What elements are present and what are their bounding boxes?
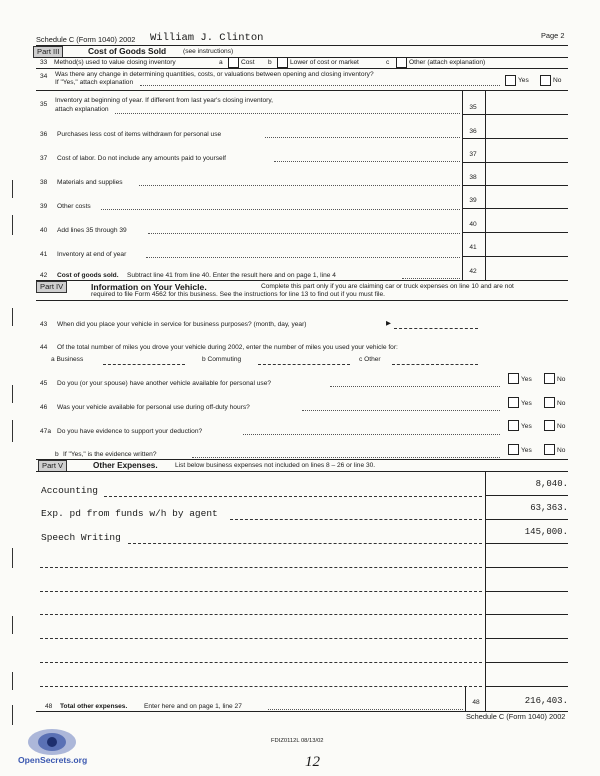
line44-num: 44 (40, 344, 48, 351)
line44-business-miles-field[interactable] (103, 364, 185, 365)
margin-mark (12, 308, 13, 326)
line48-num: 48 (45, 703, 53, 710)
margin-mark (12, 705, 13, 725)
leader-dots (115, 113, 460, 114)
line35-num: 35 (40, 101, 48, 108)
leader-dots (302, 410, 500, 411)
line39-rule (462, 208, 568, 209)
line39-num: 39 (40, 203, 48, 210)
leader-dots (268, 709, 463, 710)
expense-row-line (128, 543, 482, 544)
line43-text: When did you place your vehicle in service for business purposes? (month, day, year) (57, 321, 307, 328)
expense-amount-rule (485, 567, 568, 568)
line33-cost-checkbox[interactable] (228, 57, 239, 68)
margin-mark (12, 180, 13, 198)
line37-num: 37 (40, 155, 48, 162)
line45-no-label: No (557, 376, 566, 383)
line40-text: Add lines 35 through 39 (57, 227, 127, 234)
leader-dots (243, 434, 500, 435)
part5-rule (36, 471, 568, 472)
line45-yes-checkbox[interactable] (508, 373, 519, 384)
expense-description: Speech Writing (41, 532, 121, 543)
line47b-no-label: No (557, 447, 566, 454)
part3-title: Cost of Goods Sold (88, 46, 167, 56)
line45-text: Do you (or your spouse) have another vehicle available for personal use? (57, 380, 272, 387)
expense-amount-rule (485, 686, 568, 687)
part4-desc1: Complete this part only if you are claiming car or truck expenses on line 10 and are not (261, 283, 514, 290)
line33-a-letter: a (219, 59, 223, 66)
line45-no-checkbox[interactable] (544, 373, 555, 384)
line40-rule (462, 232, 568, 233)
footer-code: FDIZ0112L 08/13/02 (271, 738, 324, 744)
line37-rule (462, 162, 568, 163)
line33-lower-checkbox[interactable] (277, 57, 288, 68)
expense-amount-column-divider (485, 471, 486, 686)
opensecrets-logo (18, 726, 86, 770)
line45-num: 45 (40, 380, 48, 387)
form-label: Schedule C (Form 1040) 2002 (36, 35, 136, 44)
margin-mark (12, 548, 13, 568)
handwritten-page-number: 12 (305, 754, 320, 770)
leader-dots (139, 185, 460, 186)
watermark-text: OpenSecrets.org (18, 755, 88, 765)
leader-dots (402, 278, 460, 279)
leader-dots (101, 209, 460, 210)
line43-arrow: ▶ (386, 320, 392, 327)
expense-blank-row (40, 662, 482, 663)
line46-yes-checkbox[interactable] (508, 397, 519, 408)
expense-blank-row (40, 686, 482, 687)
line44-a-label: a Business (51, 356, 84, 363)
taxpayer-name: William J. Clinton (150, 32, 264, 44)
line36-num: 36 (40, 131, 48, 138)
line48-box: 48 (472, 699, 480, 706)
line34-text2: If "Yes," attach explanation (55, 79, 134, 86)
line41-num: 41 (40, 251, 48, 258)
part4-label: Part IV (36, 281, 67, 293)
line46-text: Was your vehicle available for personal use during off-duty hours? (57, 404, 250, 411)
line47b-text: If "Yes," is the evidence written? (63, 451, 157, 458)
expense-blank-row (40, 614, 482, 615)
line47a-num: 47a (40, 428, 52, 435)
line38-box: 38 (469, 174, 477, 181)
line38-rule (462, 185, 568, 186)
line39-text: Other costs (57, 203, 91, 210)
line42-text: Subtract line 41 from line 40. Enter the result here and on page 1, line 4 (127, 272, 336, 279)
line33-c-letter: c (386, 59, 390, 66)
line35-box: 35 (469, 104, 477, 111)
part3-label: Part III (33, 46, 63, 58)
part5-subtitle: List below business expenses not included on lines 8 – 26 or line 30. (175, 462, 376, 469)
leader-dots (265, 137, 460, 138)
page-label: Page 2 (541, 31, 565, 40)
line47a-yes-label: Yes (521, 423, 532, 430)
line47a-text: Do you have evidence to support your deduction? (57, 428, 203, 435)
line33-text: Method(s) used to value closing inventory (54, 59, 176, 66)
line33-b-letter: b (268, 59, 272, 66)
line43-num: 43 (40, 321, 48, 328)
line42-num: 42 (40, 272, 48, 279)
line40-box: 40 (469, 221, 477, 228)
part3-rule (36, 57, 568, 58)
expense-amount: 63,363. (530, 503, 568, 513)
line47a-no-checkbox[interactable] (544, 420, 555, 431)
leader-dots (146, 257, 460, 258)
footer-form-label: Schedule C (Form 1040) 2002 (466, 712, 566, 721)
line46-num: 46 (40, 404, 48, 411)
line45-yes-label: Yes (521, 376, 532, 383)
line44-other-miles-field[interactable] (392, 364, 478, 365)
line41-rule (462, 256, 568, 257)
part3-bottom-rule (36, 280, 568, 281)
expense-amount: 8,040. (535, 479, 568, 489)
line43-date-field[interactable] (394, 328, 478, 329)
part3-subtitle: (see instructions) (183, 48, 234, 55)
line47b-num: b (55, 451, 59, 458)
line38-text: Materials and supplies (57, 179, 123, 186)
line47b-yes-label: Yes (521, 447, 532, 454)
line41-text: Inventory at end of year (57, 251, 127, 258)
line34-no-checkbox[interactable] (540, 75, 551, 86)
line34-yes-label: Yes (518, 77, 529, 84)
line37-text: Cost of labor. Do not include any amounts paid to yourself (57, 155, 226, 162)
line41-box: 41 (469, 244, 477, 251)
expense-amount-rule (485, 638, 568, 639)
line33-other-checkbox[interactable] (396, 57, 407, 68)
part4-bottom-rule (36, 459, 568, 460)
line46-yes-label: Yes (521, 400, 532, 407)
line44-text: Of the total number of miles you drove your vehicle during 2002, enter the number of miles you used your vehicle for: (57, 344, 398, 351)
leader-dots (274, 161, 460, 162)
line48-text: Enter here and on page 1, line 27 (144, 703, 242, 710)
line48-bold: Total other expenses. (60, 703, 128, 710)
line44-commuting-miles-field[interactable] (258, 364, 350, 365)
part5-title: Other Expenses. (93, 461, 158, 470)
line33-rule (36, 68, 568, 69)
line38-num: 38 (40, 179, 48, 186)
line33-cost-label: Cost (241, 59, 255, 66)
line44-c-label: c Other (359, 356, 381, 363)
line46-no-label: No (557, 400, 566, 407)
expense-description: Accounting (41, 485, 99, 496)
line47b-no-checkbox[interactable] (544, 444, 555, 455)
leader-dots (192, 457, 500, 458)
part4-desc2: required to file Form 4562 for this business. See the instructions for line 13 to find out if you must file. (91, 291, 385, 298)
line35-rule (462, 114, 568, 115)
line36-box: 36 (469, 128, 477, 135)
line42-bold: Cost of goods sold. (57, 272, 119, 279)
line42-box: 42 (469, 268, 477, 275)
line33-other-label: Other (attach explanation) (409, 59, 486, 66)
expense-description: Exp. pd from funds w/h by agent (41, 508, 218, 519)
expense-amount-rule (485, 519, 568, 520)
line48-total-amount: 216,403. (524, 696, 568, 706)
line46-no-checkbox[interactable] (544, 397, 555, 408)
leader-dots (148, 233, 460, 234)
line36-rule (462, 138, 568, 139)
line36-text: Purchases less cost of items withdrawn for personal use (57, 131, 222, 138)
line35-text: Inventory at beginning of year. If different from last year's closing inventory, (55, 97, 273, 104)
line34-num: 34 (40, 73, 48, 80)
line34-yes-checkbox[interactable] (505, 75, 516, 86)
margin-mark (12, 215, 13, 235)
line39-box: 39 (469, 197, 477, 204)
margin-mark (12, 385, 13, 403)
expense-amount: 145,000. (524, 527, 568, 537)
line33-lower-label: Lower of cost or market (290, 59, 359, 66)
part5-label: Part V (38, 460, 67, 472)
leader-dots (330, 386, 500, 387)
line47a-no-label: No (557, 423, 566, 430)
line47a-yes-checkbox[interactable] (508, 420, 519, 431)
leader-dots (140, 85, 500, 86)
part4-title: Information on Your Vehicle. (91, 282, 207, 292)
margin-mark (12, 616, 13, 634)
line47b-yes-checkbox[interactable] (508, 444, 519, 455)
expense-blank-row (40, 638, 482, 639)
expense-blank-row (40, 591, 482, 592)
margin-mark (12, 420, 13, 442)
expense-amount-rule (485, 662, 568, 663)
line34-rule (36, 90, 568, 91)
part4-rule (36, 300, 568, 301)
line35-text2: attach explanation (55, 106, 109, 113)
expense-blank-row (40, 567, 482, 568)
expense-amount-rule (485, 591, 568, 592)
margin-mark (12, 672, 13, 690)
line40-num: 40 (40, 227, 48, 234)
expense-amount-rule (485, 614, 568, 615)
expense-amount-rule (485, 543, 568, 544)
line33-num: 33 (40, 59, 48, 66)
expense-row-line (104, 496, 482, 497)
line44-b-label: b Commuting (202, 356, 242, 363)
expense-row-line (230, 519, 482, 520)
eye-logo-icon (18, 726, 86, 758)
expense-amount-rule (485, 495, 568, 496)
line34-no-label: No (553, 77, 562, 84)
line34-text: Was there any change in determining quantities, costs, or valuations between opening and closing inventory? (55, 71, 374, 78)
line37-box: 37 (469, 151, 477, 158)
